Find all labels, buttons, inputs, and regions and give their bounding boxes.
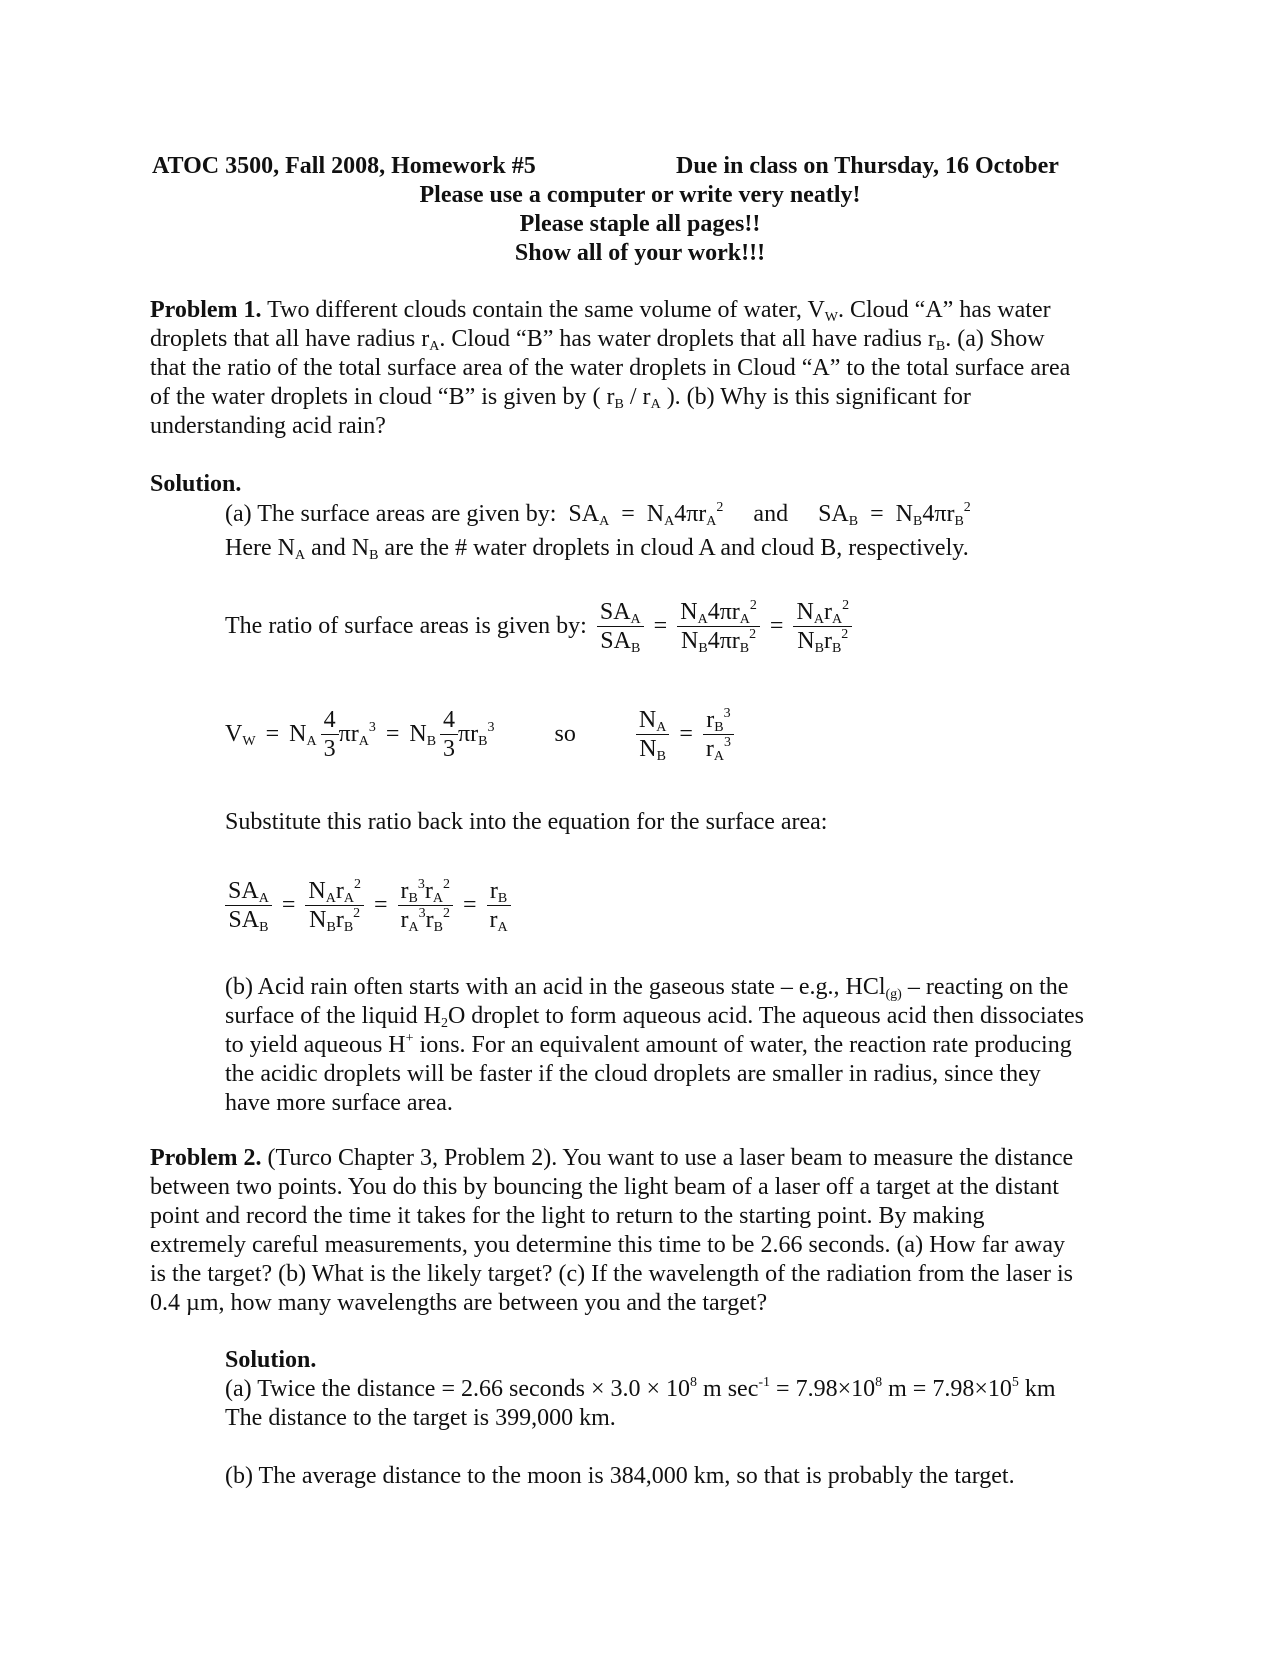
sa-b-equation: $SA_B = N_B4\pi r_B^2$ bbox=[818, 500, 971, 529]
homework-title: ATOC 3500, Fall 2008, Homework #5 bbox=[152, 153, 536, 179]
fraction: $\frac{SA_A}{SA_B}$ bbox=[597, 598, 644, 655]
fraction: $\frac{SA_A}{SA_B}$ bbox=[225, 877, 272, 934]
distance-result: The distance to the target is 399,000 km. bbox=[225, 1405, 616, 1431]
note-staple: Please staple all pages!! bbox=[519, 211, 761, 237]
subscript: A bbox=[429, 339, 440, 354]
subscript: B bbox=[935, 339, 946, 354]
problem-1-text: . Cloud “A” has water bbox=[838, 297, 1051, 323]
solution-1-label: Solution. bbox=[150, 471, 242, 497]
fraction: $\frac{N_A4\pi r_A^2}{N_B4\pi r_B^2}$ bbox=[677, 598, 760, 655]
problem-1 bbox=[150, 296, 1150, 441]
sa-a-equation: $SA_A = N_A4\pi r_A^2$ bbox=[568, 500, 724, 529]
fraction: $\frac{N_Ar_A^2}{N_Br_B^2}$ bbox=[305, 877, 364, 934]
acid-rain-explanation: (b) Acid rain often starts with an acid in the gaseous state – e.g., HCl$_{(g)}$ – reacting on the surface of the liquid $H_2O$ droplet to form aqueous acid. The aqueous acid then dissociates to yield aqueous H+ ions. For an equivalent amount of water, the reaction rate producing the acidic droplets will be faster if the cloud droplets are smaller in radius, since they have more surface area. bbox=[225, 974, 1084, 1116]
droplet-count-definition: Here $N_A$ and $N_B$ are the # water droplets in cloud A and cloud B, respectively. bbox=[225, 535, 969, 563]
problem-1-text: understanding acid rain? bbox=[150, 413, 386, 439]
so-word: so bbox=[554, 721, 576, 747]
ratio-intro: The ratio of surface areas is given by: bbox=[225, 613, 587, 639]
problem-1-label: Problem 1. bbox=[150, 297, 262, 323]
distance-calculation: (a) Twice the distance = 2.66 seconds × $3.0 \times 10^8$ m $\sec^{-1} = 7.98\times 10^8$ $m = 7.98\times 10^5$ km bbox=[225, 1375, 1056, 1402]
problem-1-text: that the ratio of the total surface area of the water droplets in Cloud “A” to the total surface area bbox=[150, 355, 1071, 381]
problem-1-text: of the water droplets in cloud “B” is given by ( r bbox=[150, 384, 615, 410]
problem-1-text: ). (b) Why is this significant for bbox=[660, 384, 971, 410]
fraction: $\frac{4}{3}$ bbox=[321, 706, 339, 763]
volume-equation: $V_W$ = $N_A$ $\frac{4}{3}$ $\pi r_A^3$ = $N_B$ $\frac{4}{3}$ $\pi r_B^3$ so $\frac{N_A}{N_B}$ = $\frac{r_B^3}{r_A^3}$ bbox=[225, 706, 734, 763]
fraction: $\frac{r_B^3}{r_A^3}$ bbox=[703, 706, 734, 763]
substitute-text: Substitute this ratio back into the equation for the surface area: bbox=[225, 809, 828, 835]
problem-2-label: Problem 2. bbox=[150, 1145, 262, 1171]
and-word: and bbox=[753, 501, 789, 527]
surface-area-equations bbox=[225, 500, 971, 529]
problem-1-text: Two different clouds contain the same volume of water, V bbox=[267, 297, 825, 323]
note-neatly: Please use a computer or write very neatly! bbox=[419, 182, 861, 208]
problem-1-text: / r bbox=[623, 384, 651, 410]
fraction: $\frac{r_B}{r_A}$ bbox=[487, 877, 511, 934]
fraction: $\frac{N_A}{N_B}$ bbox=[636, 706, 669, 763]
ratio-equation: The ratio of surface areas is given by: $\frac{SA_A}{SA_B}$ = $\frac{N_A4\pi r_A^2}{N_B4\pi r_B^2}$ = $\frac{N_Ar_A^2}{N_Br_B^2}$ bbox=[225, 598, 852, 655]
moon-target-answer: (b) The average distance to the moon is 384,000 km, so that is probably the target. bbox=[225, 1463, 1015, 1489]
fraction: $\frac{N_Ar_A^2}{N_Br_B^2}$ bbox=[793, 598, 852, 655]
problem-2: Problem 2. (Turco Chapter 3, Problem 2). You want to use a laser beam to measure the distance between two points. You do this by bouncing the light beam of a laser off a target at the distant point and record the time it takes for the light to return to the starting point. By making extremely careful measurements, you determine this time to be 2.66 seconds. (a) How far away is the target? (b) What is the likely target? (c) If the wavelength of the radiation from the laser is 0.4 µm, how many wavelengths are between you and the target? bbox=[150, 1145, 1074, 1316]
problem-1-text: . Cloud “B” has water droplets that all have radius r bbox=[439, 326, 936, 352]
solution-2-label: Solution. bbox=[225, 1347, 317, 1373]
problem-1-text: . (a) Show bbox=[945, 326, 1045, 352]
fraction: $\frac{r_B^3r_A^2}{r_A^3r_B^2}$ bbox=[398, 877, 453, 934]
subscript: A bbox=[650, 397, 661, 412]
subscript: W bbox=[824, 310, 838, 325]
subscript: B bbox=[614, 397, 624, 412]
problem-1-text: droplets that all have radius r bbox=[150, 326, 430, 352]
note-show-work: Show all of your work!!! bbox=[514, 240, 766, 266]
fraction: $\frac{4}{3}$ bbox=[440, 706, 458, 763]
substituted-ratio-equation: $\frac{SA_A}{SA_B}$ = $\frac{N_Ar_A^2}{N_Br_B^2}$ = $\frac{r_B^3r_A^2}{r_A^3r_B^2}$ = $\frac{r_B}{r_A}$ bbox=[225, 877, 511, 934]
due-date: Due in class on Thursday, 16 October bbox=[676, 153, 1059, 179]
surface-area-intro: (a) The surface areas are given by: bbox=[225, 501, 557, 527]
